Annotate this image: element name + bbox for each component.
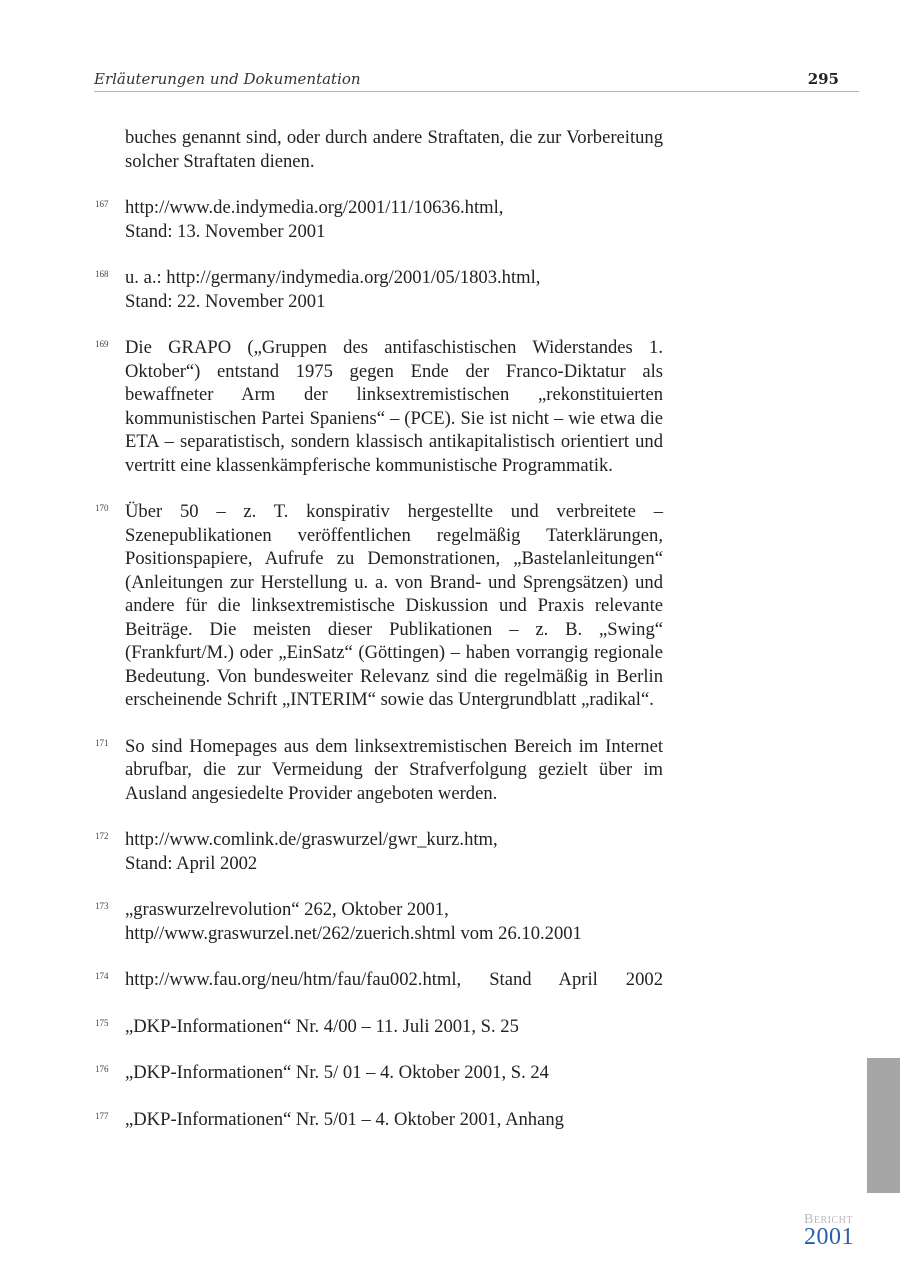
footnote-174 <box>95 968 663 992</box>
footnote-167 <box>95 196 663 243</box>
running-title: Erläuterungen und Dokumentation <box>94 70 361 88</box>
footnotes-section <box>95 126 663 1154</box>
footnote-172 <box>95 828 663 875</box>
footnote-text: Die GRAPO („Gruppen des antifaschistischen Widerstandes 1. Oktober“) entstand 1975 gegen Ende der Franco-Diktatur als bewaffneter Arm der linksextremistischen „rekonstituierten kommunistischen Partei Spaniens“ – (PCE). Sie ist nicht – wie etwa die ETA – separatistisch, sondern klassisch antikapitalistisch orientiert und vertritt eine klassenkämpferische kommunistische Programmatik. <box>125 337 663 476</box>
footnote-text <box>125 1108 663 1132</box>
footnote-number: 168 <box>95 269 109 279</box>
footnote-line: Stand: 22. November 2001 <box>125 290 326 312</box>
footnote-line: Stand: 13. November 2001 <box>125 220 326 242</box>
footnote-number: 167 <box>95 199 109 209</box>
report-logo <box>804 1212 876 1250</box>
footnote-line: http://www.comlink.de/graswurzel/gwr_kurz.htm, <box>125 829 498 850</box>
footnote-170 <box>95 500 663 712</box>
footnote-number: 169 <box>95 339 109 349</box>
logo-year: 2001 <box>804 1224 854 1250</box>
footnote-line: „DKP-Informationen“ Nr. 5/ 01 – 4. Oktober 2001, S. 24 <box>125 1062 549 1083</box>
footnote-177 <box>95 1108 663 1132</box>
footnote-text: http://www.fau.org/neu/htm/fau/fau002.html, Stand April 2002 <box>125 969 663 990</box>
chapter-side-tab <box>867 1058 900 1193</box>
footnote-text <box>125 828 663 875</box>
logo-word: Bericht <box>804 1212 853 1227</box>
footnote-text: Über 50 – z. T. konspirativ hergestellte und verbreitete – Szenepublikationen veröffentlichen regelmäßig Taterklärungen, Positionspapiere, Aufrufe zu Demonstrationen, „Bastelanleitungen“ (Anleitungen zur Herstellung u. a. von Brand- und Sprengsätzen) und andere für die linksextremistische Diskussion und Praxis relevante Beiträge. Die meisten dieser Publikationen – z. B. „Swing“ (Frankfurt/M.) oder „EinSatz“ (Göttingen) – haben vorrangig regionale Bedeutung. Von bundesweiter Relevanz sind die regelmäßig in Berlin erscheinende Schrift „INTERIM“ sowie das Untergrundblatt „radikal“. <box>125 501 663 710</box>
continuation-text: buches genannt sind, oder durch andere Straftaten, die zur Vorbereitung solcher Straftaten dienen. <box>125 127 663 172</box>
footnote-number: 176 <box>95 1064 109 1074</box>
page-number: 295 <box>807 70 839 88</box>
footnote-175 <box>95 1015 663 1039</box>
footnote-text <box>125 196 663 243</box>
footnote-line: Stand: April 2002 <box>125 852 258 874</box>
footnote-number: 177 <box>95 1110 109 1121</box>
footnote-text <box>125 1061 663 1085</box>
footnote-line: http//www.graswurzel.net/262/zuerich.shtml vom 26.10.2001 <box>125 922 582 944</box>
footnote-line: „DKP-Informationen“ Nr. 5/01 – 4. Oktober 2001, Anhang <box>125 1108 564 1130</box>
footnote-number: 170 <box>95 503 109 513</box>
footnote-text <box>125 1015 663 1039</box>
footnote-line: „graswurzelrevolution“ 262, Oktober 2001, <box>125 899 449 920</box>
footnote-number: 173 <box>95 901 109 911</box>
footnote-line: „DKP-Informationen“ Nr. 4/00 – 11. Juli 2001, S. 25 <box>125 1015 519 1037</box>
footnote-173 <box>95 898 663 945</box>
running-header <box>94 68 859 92</box>
footnote-168 <box>95 266 663 313</box>
footnote-number: 171 <box>95 737 109 748</box>
footnote-text <box>125 898 663 945</box>
footnote-169 <box>95 336 663 477</box>
footnote-text: So sind Homepages aus dem linksextremistischen Bereich im Internet abrufbar, die zur Vermeidung der Strafverfolgung gezielt über im Ausland angesiedelte Provider angeboten werden. <box>125 735 663 804</box>
footnote-number: 175 <box>95 1017 109 1028</box>
footnote-176 <box>95 1061 663 1085</box>
footnote-text <box>125 266 663 313</box>
footnote-number: 174 <box>95 971 109 981</box>
footnote-line: u. a.: http://germany/indymedia.org/2001/05/1803.html, <box>125 267 541 288</box>
footnote-171 <box>95 735 663 806</box>
footnote-line: http://www.de.indymedia.org/2001/11/10636.html, <box>125 197 504 218</box>
footnote-number: 172 <box>95 831 109 841</box>
